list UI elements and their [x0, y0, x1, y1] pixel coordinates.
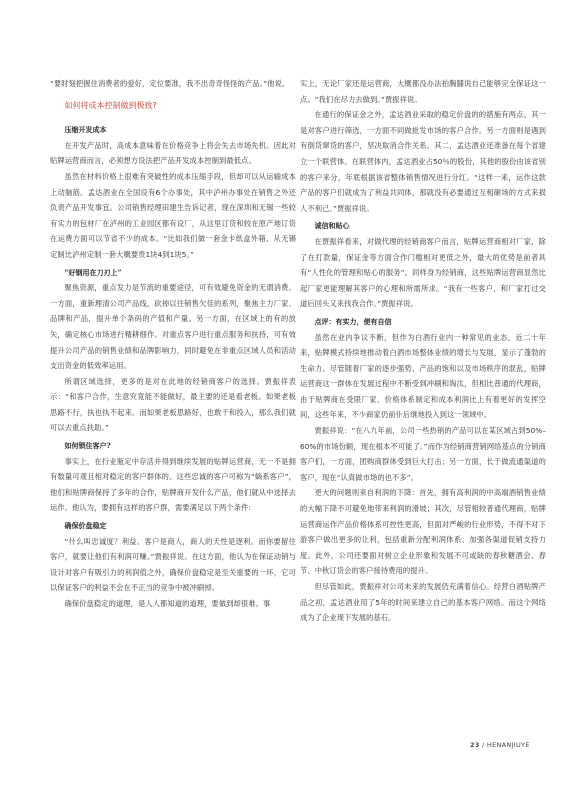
paragraph: 在贾振祥看来，对做代理的经销商客户而言，贴牌运营商相对厂家，除了在打款量，保证金等方面合作门槛相对更低之外，最大的优势是前者具有“人性化的管理和贴心的服务”。同样身为经销商，这些贴牌运营商显然比起厂家更能理解其客户的心理和所需所求。“我有一些客户，和厂家打过交道后回头又来找我合作。”贾振祥说。: [300, 236, 546, 309]
paragraph: 更大的问题则来自利润的下降：首先，拥有高利润的中高端酒销售业绩的大幅下降不可避免地带来利润的滑坡；其次，尽管相较普通代理商，贴牌运营商运作产品价格体系可控性更高，但面对严峻的行业形势，不得不对下游客户做出更多的让利，包括重新分配利润体系、加强各渠道促销支持力度。此外，公司还要面对树立企业形象和发展不可或缺的春秋糖酒会、春节、中秋订货会的客户接待费用的提升。: [300, 488, 546, 576]
page-number: 23: [470, 741, 480, 749]
page-footer: [470, 741, 530, 749]
subheading: 如何锁住客户?: [64, 441, 111, 451]
left-column: [50, 76, 296, 612]
paragraph: “什么叫忠诚度？利益。客户是商人，商人的天性是逐利。而你要留住客户，就要让他们有利润可赚。”贾振祥说。在这方面，他认为在保证动销与设计对客户有吸引力的利润值之外，确保价盘稳定是至关重要的一环，它可以保证客户的利益不会在不正当的竞争中被冲刷掉。: [50, 536, 296, 593]
paragraph: “要时刻把握住消费者的爱好，定位要准，我不出奇奇怪怪的产品。”他说。: [50, 79, 290, 88]
subheading: 诚信和贴心: [314, 221, 350, 231]
footer-separator: /: [479, 741, 487, 749]
paragraph: 在通行的保证金之外，孟达酒业采取的稳定价盘的的措施有两点。其一是对客户进行筛选，一方面不同做批发市场的客户合作。另一方面则是遇到有倒货窜货的客户，坚决取消合作关系。其二，孟达酒业还准备在每个省建立一个联营体。在联营体内，孟达酒业占50％的股份，其他的股份由该省别的客户来分，年底根据该省整体销售情况进行分红。“这样一来，运作这款产品的客户们就成为了利益共同体，那就没有必要通过互相砸场的方式来损人不利己。”贾振祥说。: [300, 110, 546, 213]
paragraph: 实上，无论厂家还是运营商，大概都没办法拍胸脯说自己能够完全保证这一点。“我们在尽力去做到。”贾振祥说。: [300, 79, 546, 104]
paragraph: 但尽管如此，贾振祥对公司未来的发展仍充满着信心。经营白酒贴牌产品之初，孟达酒业用了5年的时间来建立自己的基本客户网络。而这个网络成为了企业现下发展的基石。: [300, 582, 546, 623]
paragraph: 聚焦资源，重点发力是节流的重要途径，可有效避免资金的无谓消费。一方面，重新理清公司产品线，砍掉以往销售欠佳的系列，聚焦主力厂家、品牌和产品，提升单个条码的产值和产量。另一方面，在区域上的有的放矢，确定核心市场进行精耕细作。对重点客户进行重点服务和扶持，可有效提升公司产品的销售业绩和品牌影响力，同时避免在非重点区域人员和活动支出资金的低效率运用。: [50, 283, 296, 371]
paragraph: 虽然在业内争议不断，但作为白酒行业内一种常见的业态，近二十年来，贴牌模式持续地推动着白酒市场整体业绩的增长与发展，显示了蓬勃的生命力。尽管随着厂家的逐步强势、产品的饱和以及市场秩序的混乱，贴牌运营商这一群体在发展过程中不断受到冲刷和淘汰，但相比普通的代理商，由于贴牌商在受限厂家、价格体系制定和成本利润比上有着更好的发挥空间，这些年来，不少商家仍前仆后继地投入到这一领域中。: [300, 332, 546, 420]
paragraph: 贾振祥说：“在八九年前，公司一些热销的产品可以在某区域占到50%–60%的市场份额，现在根本不可能了。”而作为经销商营销网络基点的分销商客户们，一方面，团购商群体受到巨大打击；另一方面，长于做流通渠道的客户，现在“认真做市场的也不多”。: [300, 426, 546, 482]
section-title: 如何将成本控制做到极致?: [64, 100, 157, 110]
subheading: 确保价盘稳定: [64, 521, 107, 531]
paragraph: 在开发产品时，高成本意味着在价格竞争上将会失去市场先机。因此对贴牌运营商而言，必须想方设法把产品开发成本控制到最低点。: [50, 140, 296, 166]
paragraph: 事实上，在行业瓶定中存活并得到继续发展的贴牌运营商，无一不是拥有数量可观且相对稳定的客户群体的。这些忠诚的客户可称为“嫡系客户”，他们和贴牌商保持了多年的合作，贴牌商开发什么产品，他们就从中选择去运作。他认为，要拥有这样的客户群，需要满足以下两个条件:: [50, 456, 296, 513]
paragraph: 虽然在材料价格上很难有突破性的成本压缩手段，但却可以从运输成本上动脑筋。孟达酒业在全国设有6个办事处，其中泸州办事处在销售之外还负责产品开发事宜。公司销售经理田建生告诉记者，现在深圳和无锡一些较有实力的包材厂在泸州的工业园区都有设厂，从这里订货和较在原产地订货在运费方面可以节省不少的成本。“比如我们做一套金卡纸盒外箱，从无锡定制比泸州定制一套大概要贵1块4到1块5。”: [50, 171, 296, 259]
subheading: “好钢用在刀刃上”: [64, 267, 122, 277]
subheading: 点评：有实力，便有自信: [314, 316, 392, 326]
right-column: [300, 76, 546, 626]
paragraph: 所谓区域选择，更多的是对在此地的经销商客户的选择。贾振祥表示：“和客户合作，生意究竟能不能做好，最主要的还是看老板。如果老板思路不行，执也执不起来。而如果老板思路好，也敢干和投入，那么我们就可以去重点扶助。”: [50, 376, 296, 433]
paragraph: 确保价盘稳定的道理，是人人都知道的道理，要做到却很难。事: [64, 599, 271, 608]
publication-name: HENANJIUYE: [486, 741, 530, 749]
subheading: 压缩开发成本: [64, 125, 107, 135]
